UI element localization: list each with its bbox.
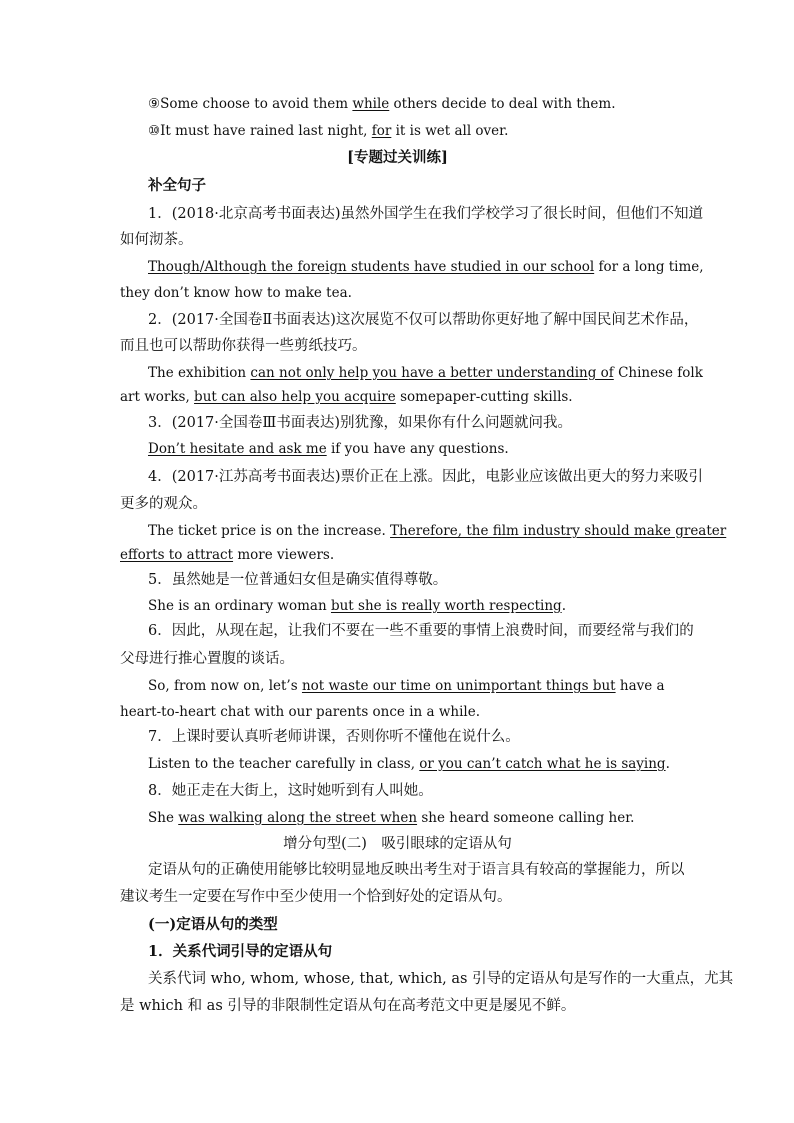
question-4-answer: [148, 521, 727, 541]
sentence-text: So, from now on, let’s: [148, 678, 302, 694]
question-2-prompt: 2．(2017·全国卷Ⅱ书面表达)这次展览不仅可以帮助你更好地了解中国民间艺术作品，: [148, 312, 699, 328]
question-1-answer: [148, 257, 704, 277]
underlined-answer: for: [371, 123, 392, 139]
sentence-text: ⑨Some choose to avoid them: [148, 96, 353, 112]
question-4-prompt: 4．(2017·江苏高考书面表达)票价正在上涨。因此，电影业应该做出更大的努力来吸引: [148, 469, 704, 485]
sentence-text: somepaper-cutting skills.: [395, 389, 573, 405]
subsection-title: (一)定语从句的类型: [148, 916, 278, 933]
sentence-text: Chinese folk: [613, 365, 703, 381]
question-3-prompt: 3．(2017·全国卷Ⅲ书面表达)别犹豫，如果你有什么问题就问我。: [148, 415, 573, 431]
sentence-text: art works,: [120, 389, 195, 405]
intro-paragraph: 定语从句的正确使用能够比较明显地反映出考生对于语言具有较高的掌握能力，所以: [148, 862, 685, 878]
subsection-title: 1．关系代词引导的定语从句: [148, 943, 333, 960]
underlined-answer: or you can’t catch what he is saying: [419, 756, 666, 772]
sentence-text: She: [148, 810, 179, 826]
sentence-text: The ticket price is on the increase.: [148, 523, 391, 539]
underlined-answer: Therefore, the film industry should make greater: [390, 523, 727, 539]
question-1-answer-cont: they don’t know how to make tea.: [120, 285, 352, 301]
question-2-prompt-cont: 而且也可以帮助你获得一些剪纸技巧。: [120, 338, 367, 354]
sentence-text: .: [665, 756, 670, 772]
intro-paragraph-cont: 建议考生一定要在写作中至少使用一个恰到好处的定语从句。: [120, 889, 512, 905]
sentence-text: if you have any questions.: [326, 441, 509, 457]
sentence-text: for a long time,: [594, 259, 704, 275]
body-paragraph-cont: 是 which 和 as 引导的非限制性定语从句在高考范文中更是屡见不鲜。: [120, 998, 576, 1014]
sentence-text: She is an ordinary woman: [148, 598, 331, 614]
underlined-answer: but can also help you acquire: [194, 389, 396, 405]
subsection-title: 补全句子: [148, 177, 206, 194]
question-4-prompt-cont: 更多的观众。: [120, 496, 207, 512]
question-7-answer: [148, 754, 675, 774]
question-2-answer: [148, 363, 703, 383]
sentence-text: she heard someone calling her.: [417, 810, 635, 826]
question-5-prompt: 5．虽然她是一位普通妇女但是确实值得尊敬。: [148, 572, 448, 588]
sentence-text: .: [561, 598, 566, 614]
question-8-answer: [148, 808, 675, 828]
question-6-answer-cont: heart-to-heart chat with our parents once in a while.: [120, 704, 481, 720]
question-8-prompt: 8．她正走在大街上，这时她听到有人叫她。: [148, 783, 433, 799]
underlined-answer: not waste our time on unimportant things but: [301, 678, 616, 694]
example-sentence-10: [148, 121, 675, 141]
question-1-prompt: 1．(2018·北京高考书面表达)虽然外国学生在我们学校学习了很长时间，但他们不知道: [148, 206, 704, 222]
sentence-text: The exhibition: [148, 365, 251, 381]
body-paragraph: 关系代词 who, whom, whose, that, which, as 引导的定语从句是写作的一大重点，尤其: [148, 971, 734, 987]
underlined-answer: was walking along the street when: [178, 810, 418, 826]
sentence-text: ⑩It must have rained last night,: [148, 123, 372, 139]
question-7-prompt: 7．上课时要认真听老师讲课，否则你听不懂他在说什么。: [148, 729, 520, 745]
question-5-answer: [148, 596, 675, 616]
question-6-prompt: 6．因此，从现在起，让我们不要在一些不重要的事情上浪费时间，而要经常与我们的: [148, 623, 694, 639]
question-6-prompt-cont: 父母进行推心置腹的谈话。: [120, 651, 294, 667]
sentence-text: more viewers.: [233, 547, 335, 563]
sentence-text: Listen to the teacher carefully in class,: [148, 756, 420, 772]
sentence-text: it is wet all over.: [391, 123, 509, 139]
sentence-text: others decide to deal with them.: [389, 96, 616, 112]
question-4-answer-cont: [120, 545, 675, 565]
underlined-answer: while: [352, 96, 390, 112]
sentence-text: have a: [615, 678, 665, 694]
question-3-answer: [148, 439, 675, 459]
section-heading: 增分句型(二) 吸引眼球的定语从句: [283, 836, 512, 852]
underlined-answer: can not only help you have a better understanding of: [250, 365, 614, 381]
question-2-answer-cont: [120, 387, 675, 407]
underlined-answer: Don’t hesitate and ask me: [148, 441, 327, 457]
underlined-answer: but she is really worth respecting: [330, 598, 562, 614]
question-6-answer: [148, 676, 675, 696]
example-sentence-9: [148, 94, 675, 114]
question-1-prompt-cont: 如何沏茶。: [120, 232, 193, 248]
underlined-answer: Though/Although the foreign students have studied in our school: [148, 259, 595, 275]
section-title: [专题过关训练]: [347, 149, 448, 166]
underlined-answer: efforts to attract: [120, 547, 234, 563]
